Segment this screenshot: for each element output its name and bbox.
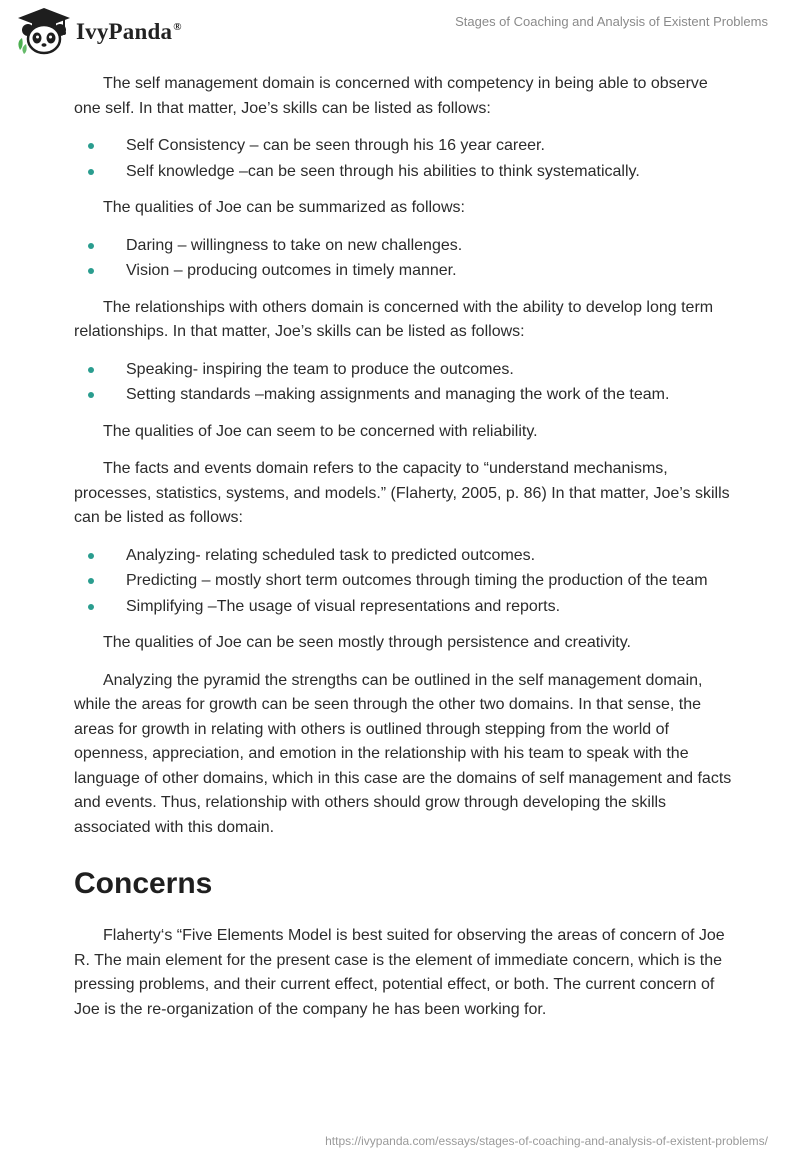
bullet-dot-icon [88, 268, 94, 274]
bullet-list [74, 234, 734, 284]
list-item: Self knowledge –can be seen through his abilities to think systematically. [74, 160, 734, 185]
list-item: Self Consistency – can be seen through his 16 year career. [74, 134, 734, 159]
paragraph: The qualities of Joe can be seen mostly through persistence and creativity. [103, 634, 631, 651]
logo-link[interactable] [14, 6, 182, 58]
paragraph: The self management domain is concerned with competency in being able to observe one self. In that matter, Joe’s skills can be listed as follows: [74, 75, 708, 117]
paragraph: The relationships with others domain is concerned with the ability to develop long term relationships. In that matter, Joe’s skills can be listed as follows: [74, 298, 714, 340]
bullet-dot-icon [88, 392, 94, 398]
paragraph: The qualities of Joe can be summarized as follows: [103, 199, 465, 216]
bullet-list [74, 544, 734, 620]
paragraph: The qualities of Joe can seem to be concerned with reliability. [103, 422, 538, 440]
list-item: Speaking- inspiring the team to produce the outcomes. [74, 358, 734, 383]
list-item: Daring – willingness to take on new challenges. [74, 234, 734, 259]
panda-graduate-icon [14, 6, 74, 58]
page-header [0, 0, 800, 64]
bullet-dot-icon [88, 243, 94, 249]
bullet-dot-icon [88, 169, 94, 175]
paragraph: Flaherty‘s “Five Elements Model is best suited for observing the areas of concern of Joe R. The main element for the present case is the element of immediate concern, which is the pressing problems, and their current effect, potential effect, or both. The current concern of Joe is the re-organization of the company he has been working for. [74, 927, 725, 1018]
list-item: Predicting – mostly short term outcomes through timing the production of the team [74, 569, 734, 594]
bullet-list [74, 134, 734, 184]
bullet-dot-icon [88, 604, 94, 610]
paragraph: Analyzing the pyramid the strengths can be outlined in the self management domain, while the areas for growth can be seen through the other two domains. In that sense, the areas for growth in relating with others is outlined through stepping from the world of openness, appreciation, and emotion in the relationship with his team to speak with the language of other domains, which in this case are the domains of self management and facts and events. Thus, relationship with others should grow through developing the skills associated with this domain. [74, 671, 732, 836]
list-item: Vision – producing outcomes in timely manner. [74, 259, 734, 284]
brand-name: IvyPanda® [76, 19, 182, 44]
bullet-dot-icon [88, 367, 94, 373]
section-heading: Concerns [74, 867, 213, 900]
bullet-dot-icon [88, 143, 94, 149]
bullet-dot-icon [88, 553, 94, 559]
document-title: Stages of Coaching and Analysis of Existent Problems [455, 14, 768, 29]
source-url-link[interactable]: https://ivypanda.com/essays/stages-of-coaching-and-analysis-of-existent-problems/ [325, 1134, 768, 1148]
list-item: Simplifying –The usage of visual representations and reports. [74, 595, 734, 620]
bullet-dot-icon [88, 578, 94, 584]
list-item: Setting standards –making assignments and managing the work of the team. [74, 383, 734, 408]
essay-body [74, 72, 734, 1035]
list-item: Analyzing- relating scheduled task to predicted outcomes. [74, 544, 734, 569]
paragraph: The facts and events domain refers to the capacity to “understand mechanisms, processes, statistics, systems, and models.” (Flaherty, 2005, p. 86) In that matter, Joe’s skills can be listed as follows: [74, 460, 730, 526]
registered-mark: ® [173, 21, 182, 34]
bullet-list [74, 358, 734, 408]
